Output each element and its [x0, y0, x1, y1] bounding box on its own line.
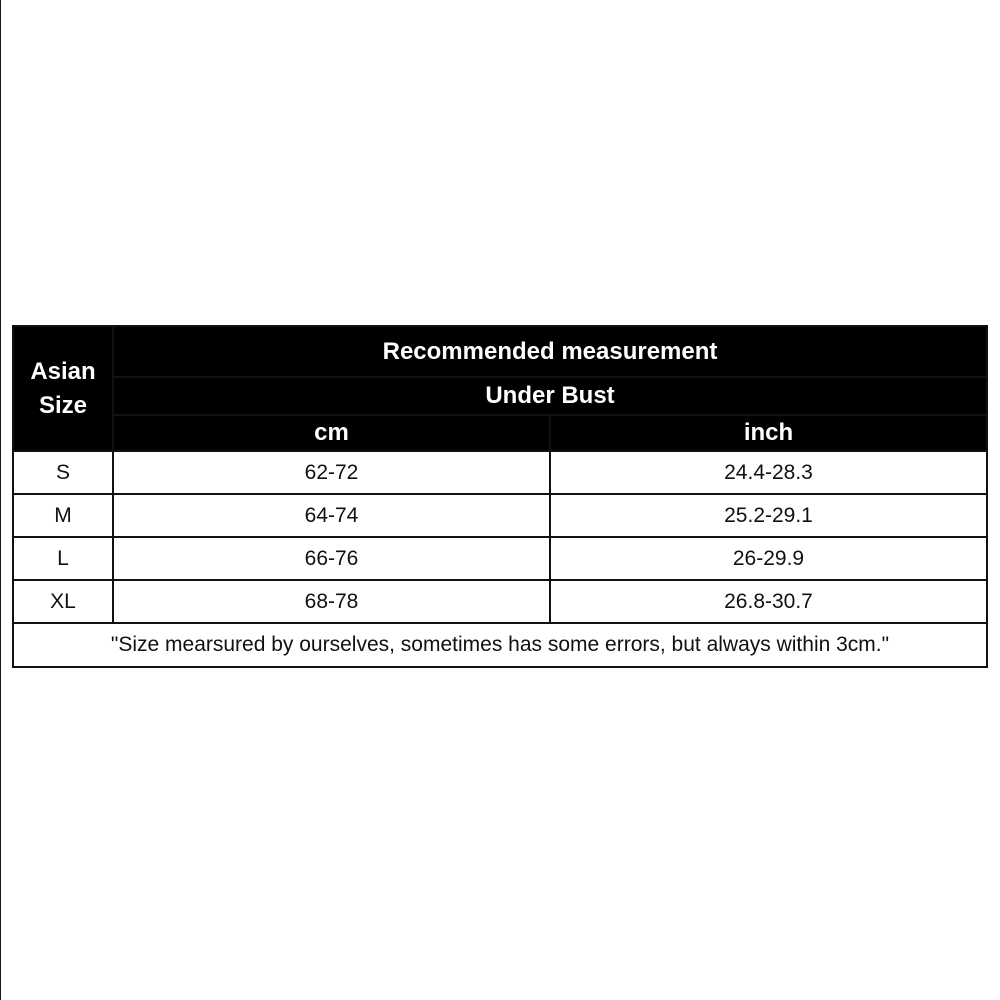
table-row [13, 537, 987, 580]
asian-size-header [13, 326, 113, 451]
inch-cell: 24.4-28.3 [550, 451, 987, 494]
size-cell: L [13, 537, 113, 580]
left-edge-line [0, 0, 1, 1000]
table-row [13, 580, 987, 623]
inch-cell: 25.2-29.1 [550, 494, 987, 537]
under-bust-header: Under Bust [113, 377, 987, 415]
cm-cell: 68-78 [113, 580, 550, 623]
cm-cell: 66-76 [113, 537, 550, 580]
table-row [13, 494, 987, 537]
header-row-title [13, 326, 987, 377]
header-row-units [13, 415, 987, 451]
inch-cell: 26-29.9 [550, 537, 987, 580]
size-cell: XL [13, 580, 113, 623]
cm-unit-header: cm [113, 415, 550, 451]
inch-unit-header: inch [550, 415, 987, 451]
table-row [13, 451, 987, 494]
size-cell: S [13, 451, 113, 494]
size-chart-table [12, 325, 988, 668]
size-cell: M [13, 494, 113, 537]
inch-cell: 26.8-30.7 [550, 580, 987, 623]
header-row-subtitle [13, 377, 987, 415]
size-note: "Size mearsured by ourselves, sometimes has some errors, but always within 3cm." [13, 623, 987, 667]
cm-cell: 64-74 [113, 494, 550, 537]
recommended-measurement-header: Recommended measurement [113, 326, 987, 377]
cm-cell: 62-72 [113, 451, 550, 494]
asian-size-header-line1: Asian [30, 357, 96, 385]
note-row [13, 623, 987, 667]
asian-size-header-line2: Size [38, 391, 88, 419]
